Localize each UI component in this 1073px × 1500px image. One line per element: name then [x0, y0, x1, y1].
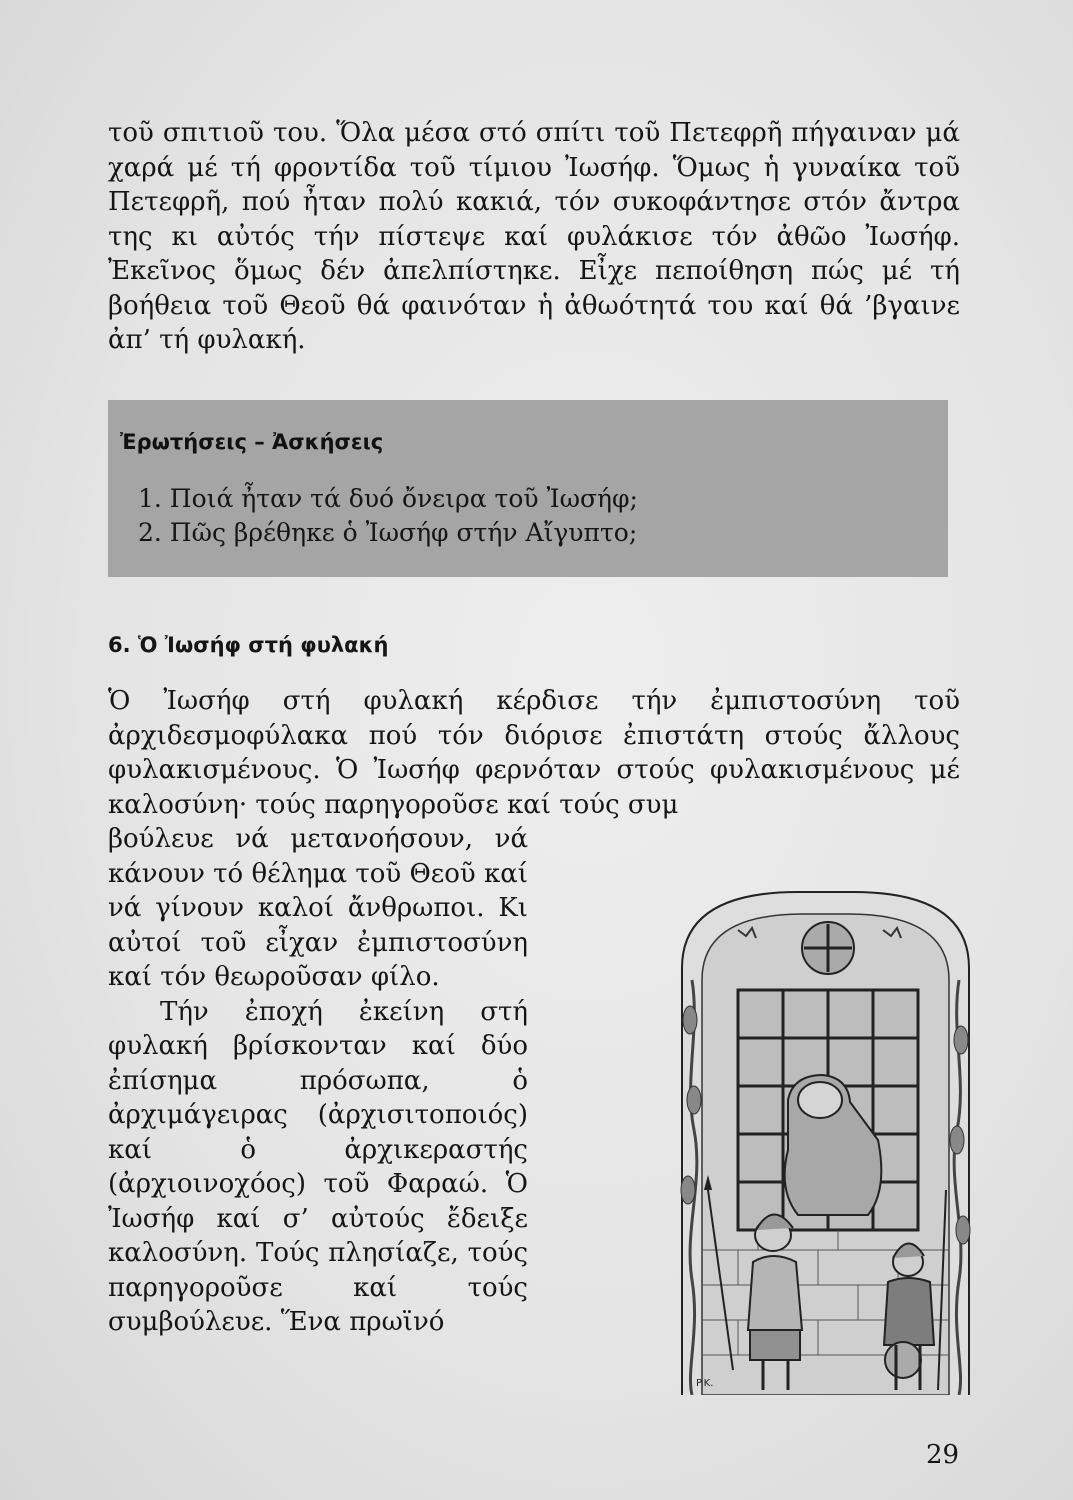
narrow-column-text	[108, 822, 528, 1340]
prison-illustration	[678, 890, 973, 1395]
section-title: 6. Ὁ Ἰωσήφ στή φυλακή	[108, 633, 389, 657]
intro-text: τοῦ σπιτιοῦ του. Ὅλα μέσα στό σπίτι τοῦ Πετεφρῆ πήγαιναν μά χαρά μέ τή φροντίδα τοῦ τίμιου Ἰωσήφ. Ὅμως ἡ γυναίκα τοῦ Πετεφρῆ, πού ἦταν πολύ κακιά, τόν συκοφάντησε στόν ἄντρα της κι αὐτός τήν πίστεψε καί φυλάκισε τόν ἀθῶο Ἰωσήφ. Ἐκεῖνος ὅμως δέν ἀπελπίστηκε. Εἶχε πεποίθηση πώς μέ τή βοήθεια τοῦ Θεοῦ θά φαινόταν ἡ ἀθωότητά του καί θά ’βγαινε ἀπ’ τή φυλακή.	[108, 118, 960, 355]
questions-title: Ἐρωτήσεις – Ἀσκήσεις	[120, 430, 384, 454]
section-paragraph-1	[108, 684, 960, 822]
question-item: 2. Πῶς βρέθηκε ὁ Ἰωσήφ στήν Αἴγυπτο;	[138, 518, 638, 547]
questions-list	[138, 482, 638, 550]
illustration-signature: P.K.	[696, 1378, 714, 1389]
questions-box	[108, 400, 948, 577]
paragraph-1-continued: βούλευε νά μετανοήσουν, νά κάνουν τό θέλημα τοῦ Θεοῦ καί νά γίνουν καλοί ἄνθρωποι. Κι αὐτοί τοῦ εἶχαν ἐμπιστοσύνη καί τόν θεωροῦσαν φίλο.	[108, 824, 528, 992]
page-number: 29	[926, 1440, 960, 1470]
intro-paragraph	[108, 116, 960, 358]
paragraph-1-text: Ὁ Ἰωσήφ στή φυλακή κέρδισε τήν ἐμπιστοσύνη τοῦ ἀρχιδεσμοφύλακα πού τόν διόρισε ἐπιστάτη στούς ἄλλους φυλακισμένους. Ὁ Ἰωσήφ φερνόταν στούς φυλακισμένους μέ καλοσύνη· τούς παρηγοροῦσε καί τούς συμ	[108, 686, 960, 820]
question-item: 1. Ποιά ἦταν τά δυό ὄνειρα τοῦ Ἰωσήφ;	[138, 484, 638, 513]
paragraph-2-text: Τήν ἐποχή ἐκείνη στή φυλακή βρίσκονταν καί δύο ἐπίσημα πρόσωπα, ὁ ἀρχιμάγειρας (ἀρχισιτοποιός) καί ὁ ἀρχικεραστής (ἀρχιοινοχόος) τοῦ Φαραώ. Ὁ Ἰωσήφ καί σ’ αὐτούς ἔδειξε καλοσύνη. Τούς πλησίαζε, τούς παρηγοροῦσε καί τούς συμβούλευε. Ἕνα πρωϊνό	[108, 996, 528, 1337]
